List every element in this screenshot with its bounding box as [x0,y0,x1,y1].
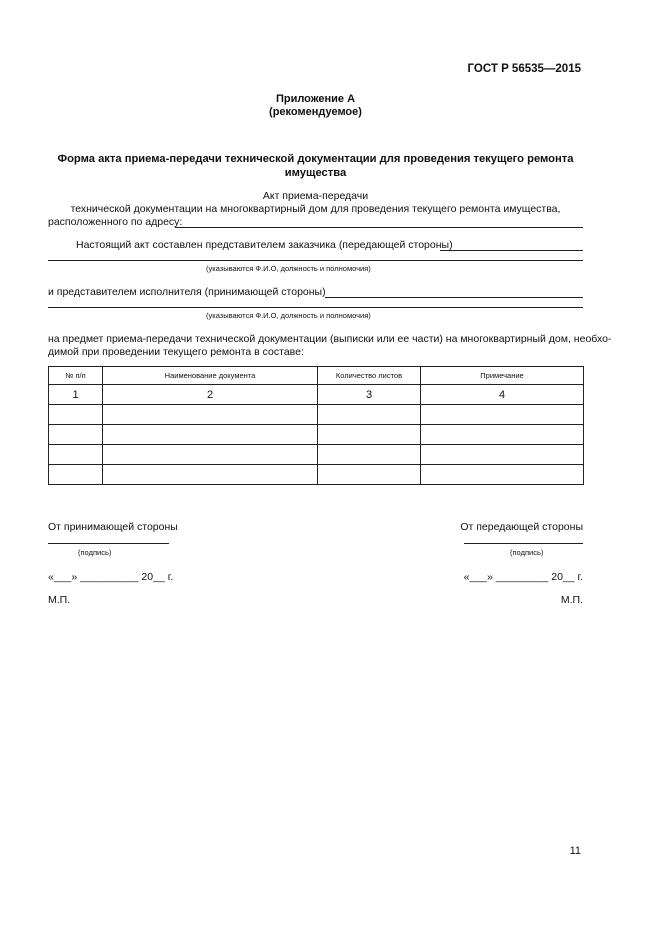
table-cell[interactable] [103,445,318,465]
receiving-signature-hint: (подпись) [78,548,112,557]
contractor-line-1 [325,297,583,298]
customer-line-2 [48,260,583,261]
table-cell[interactable] [318,425,421,445]
table-numbering-row [49,385,584,405]
table-cell[interactable] [49,425,103,445]
transferring-date: «___» _________ 20__ г. [463,571,583,583]
act-title: Акт приема-передачи [262,190,369,202]
header-sheet-count: Количество листов [318,367,421,385]
form-title-line1: Форма акта приема-передачи технической документации для проведения текущего ремонта [57,153,574,165]
form-title-line2: имущества [284,167,347,179]
address-label: расположенного по адресу: [48,216,183,228]
contractor-hint: (указываются Ф.И.О, должность и полномочия) [206,311,371,320]
customer-label: Настоящий акт составлен представителем заказчика (передающей стороны) [76,239,453,251]
column-number-1: 1 [49,385,103,405]
standard-code: ГОСТ Р 56535—2015 [467,63,581,75]
page-number: 11 [569,845,581,857]
table-header-row [49,367,584,385]
documents-table [48,366,584,485]
table-cell[interactable] [318,445,421,465]
table-cell[interactable] [421,405,584,425]
table-cell[interactable] [421,445,584,465]
header-note: Примечание [421,367,584,385]
subject-line2: димой при проведении текущего ремонта в составе: [48,346,304,358]
receiving-date: «___» __________ 20__ г. [48,571,174,583]
customer-hint: (указываются Ф.И.О, должность и полномочия) [206,264,371,273]
contractor-line-2 [48,307,583,308]
table-cell[interactable] [421,465,584,485]
table-cell[interactable] [49,445,103,465]
table-cell[interactable] [103,425,318,445]
table-cell[interactable] [103,465,318,485]
subject-line1: на предмет приема-передачи технической документации (выписки или ее части) на многоквартирный дом, необхо- [48,333,612,345]
transferring-signature-hint: (подпись) [510,548,544,557]
transferring-party-title: От передающей стороны [460,521,583,533]
receiving-party-title: От принимающей стороны [48,521,178,533]
header-number: № п/п [49,367,103,385]
appendix-subtitle: (рекомендуемое) [269,106,362,118]
table-cell[interactable] [318,465,421,485]
column-number-2: 2 [103,385,318,405]
table-row [49,405,584,425]
table-cell[interactable] [421,425,584,445]
transferring-signature-line [464,543,583,544]
contractor-label: и представителем исполнителя (принимающей стороны) [48,286,326,298]
column-number-3: 3 [318,385,421,405]
address-line [175,227,583,228]
table-cell[interactable] [103,405,318,425]
receiving-stamp: М.П. [48,594,71,606]
customer-line-1 [440,250,583,251]
table-row [49,425,584,445]
table-cell[interactable] [318,405,421,425]
table-cell[interactable] [49,405,103,425]
table-row [49,445,584,465]
appendix-title: Приложение А [275,93,356,105]
transferring-stamp: М.П. [560,594,583,606]
receiving-signature-line [48,543,169,544]
table-cell[interactable] [49,465,103,485]
table-row [49,465,584,485]
header-document-name: Наименование документа [103,367,318,385]
column-number-4: 4 [421,385,584,405]
act-subtitle: технической документации на многоквартирный дом для проведения текущего ремонта имущества, [70,203,561,215]
